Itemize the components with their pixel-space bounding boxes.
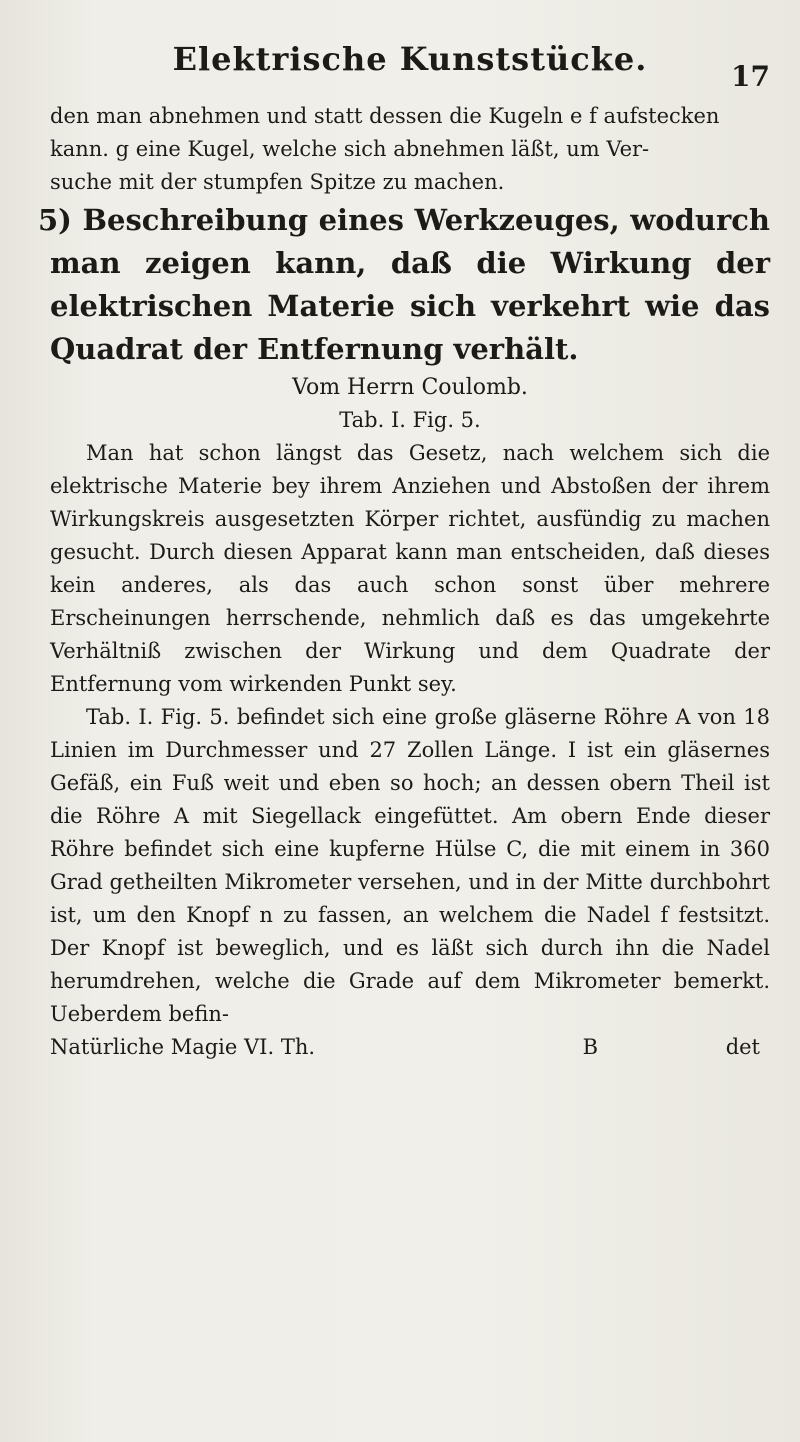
intro-line: den man abnehmen und statt dessen die Kugeln e f aufstecken (50, 104, 720, 128)
section-heading: 5) Beschreibung eines Werkzeuges, wodurch man zeigen kann, daß die Wirkung der elektrischen Materie sich verkehrt wie das Quadrat der Entfernung verhält. (38, 203, 770, 366)
page-body (38, 100, 770, 1064)
footer-title: Natürliche Magie VI. Th. (50, 1035, 316, 1059)
intro-line: kann. g eine Kugel, welche sich abnehmen läßt, um Ver- (50, 137, 650, 161)
running-head: Elektrische Kunststücke. (172, 40, 648, 78)
page-header (50, 40, 770, 100)
paragraph: Tab. I. Fig. 5. befindet sich eine große gläserne Röhre A von 18 Linien im Durchmesser und 27 Zollen Länge. I ist ein gläsernes Gefäß, ein Fuß weit und eben so hoch; an dessen obern Theil ist die Röhre A mit Siegellack eingefüttet. Am obern Ende dieser Röhre befindet sich eine kupferne Hülse C, die mit einem in 360 Grad getheilten Mikrometer versehen, und in der Mitte durchbohrt ist, um den Knopf n zu fassen, an welchem die Nadel f festsitzt. Der Knopf ist beweglich, und es läßt sich durch ihn die Nadel herumdrehen, welche die Grade auf dem Mikrometer bemerkt. Ueberdem befin- (50, 705, 770, 1026)
section-byline: Vom Herrn Coulomb. (292, 375, 528, 400)
paragraph: Man hat schon längst das Gesetz, nach welchem sich die elektrische Materie bey ihrem Anziehen und Abstoßen der ihrem Wirkungskreis ausgesetzten Körper richtet, ausfündig zu machen gesucht. Durch diesen Apparat kann man entscheiden, daß dieses kein anderes, als das auch schon sonst über mehrere Erscheinungen herrschende, nehmlich daß es das umgekehrte Verhältniß zwischen der Wirkung und dem Quadrate der Entfernung vom wirkenden Punkt sey. (50, 441, 770, 696)
catchword: det (725, 1035, 760, 1059)
page-number: 17 (731, 60, 770, 93)
figure-reference: Tab. I. Fig. 5. (339, 408, 481, 432)
page-footer (50, 1031, 770, 1064)
signature-mark: B (582, 1035, 599, 1059)
intro-line: suche mit der stumpfen Spitze zu machen. (50, 170, 505, 194)
